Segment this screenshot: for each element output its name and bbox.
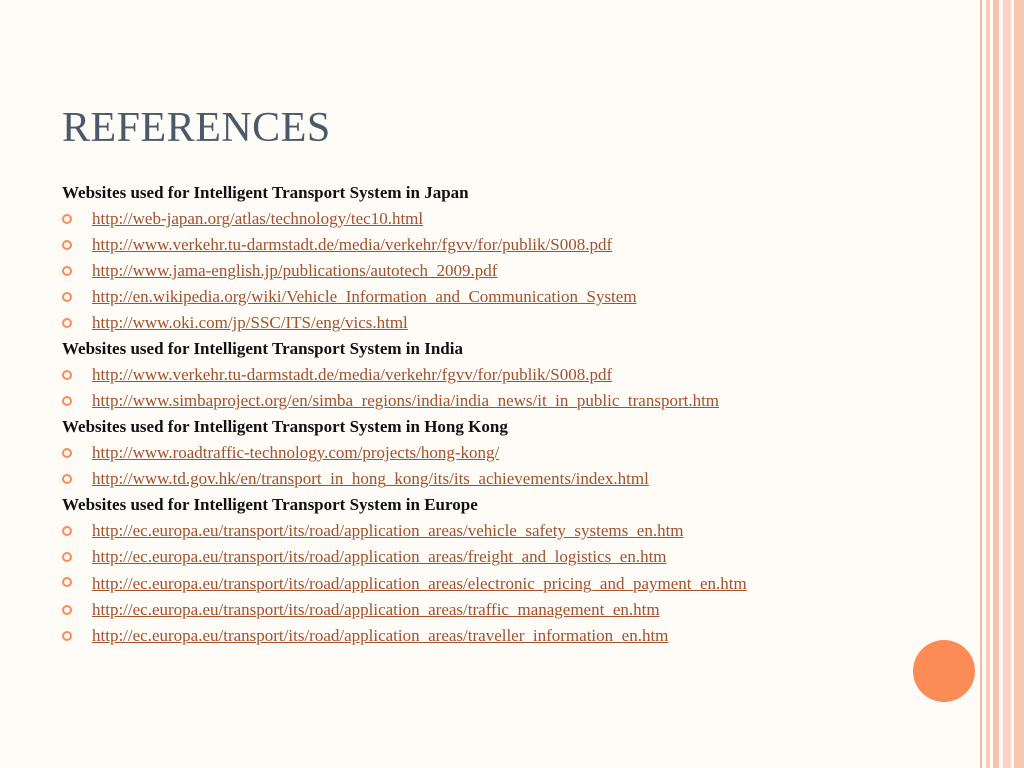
bullet-icon xyxy=(62,552,72,562)
reference-link[interactable]: http://www.simbaproject.org/en/simba_regions/india/india_news/it_in_public_transport.htm xyxy=(92,391,720,410)
list-item xyxy=(62,440,892,466)
reference-link[interactable]: http://web-japan.org/atlas/technology/tec10.html xyxy=(92,209,424,228)
reference-link[interactable]: http://ec.europa.eu/transport/its/road/application_areas/electronic_pricing_and_payment_en.htm xyxy=(92,574,747,593)
list-item xyxy=(62,570,892,597)
reference-link[interactable]: http://ec.europa.eu/transport/its/road/application_areas/traffic_management_en.htm xyxy=(92,600,660,619)
list-item xyxy=(62,310,892,336)
decorative-stripe xyxy=(1014,0,1024,768)
list-item xyxy=(62,284,892,310)
bullet-icon xyxy=(62,370,72,380)
section-heading-europe: Websites used for Intelligent Transport System in Europe xyxy=(62,495,478,514)
link-list-hong-kong xyxy=(62,440,892,492)
reference-link[interactable]: http://ec.europa.eu/transport/its/road/application_areas/freight_and_logistics_en.htm xyxy=(92,547,667,566)
bullet-icon xyxy=(62,577,72,587)
section-heading-hong-kong: Websites used for Intelligent Transport System in Hong Kong xyxy=(62,417,508,436)
bullet-icon xyxy=(62,474,72,484)
reference-link[interactable]: http://www.verkehr.tu-darmstadt.de/media/verkehr/fgvv/for/publik/S008.pdf xyxy=(92,235,613,254)
list-item xyxy=(62,518,892,544)
list-item xyxy=(62,597,892,623)
section-heading-india: Websites used for Intelligent Transport System in India xyxy=(62,339,463,358)
decorative-stripe xyxy=(993,0,999,768)
list-item xyxy=(62,466,892,492)
decorative-stripe xyxy=(980,0,982,768)
slide-title: REFERENCES xyxy=(62,105,331,151)
link-list-india xyxy=(62,362,892,414)
list-item xyxy=(62,623,892,649)
link-list-japan xyxy=(62,206,892,336)
list-item xyxy=(62,362,892,388)
reference-link[interactable]: http://www.roadtraffic-technology.com/projects/hong-kong/ xyxy=(92,443,500,462)
link-list-europe xyxy=(62,518,892,649)
bullet-icon xyxy=(62,631,72,641)
bullet-icon xyxy=(62,214,72,224)
bullet-icon xyxy=(62,318,72,328)
section-heading-japan: Websites used for Intelligent Transport System in Japan xyxy=(62,183,469,202)
list-item xyxy=(62,232,892,258)
reference-link[interactable]: http://en.wikipedia.org/wiki/Vehicle_Information_and_Communication_System xyxy=(92,287,637,306)
bullet-icon xyxy=(62,526,72,536)
bullet-icon xyxy=(62,292,72,302)
reference-link[interactable]: http://www.td.gov.hk/en/transport_in_hong_kong/its/its_achievements/index.html xyxy=(92,469,649,488)
decorative-circle xyxy=(913,640,975,702)
reference-link[interactable]: http://www.oki.com/jp/SSC/ITS/eng/vics.html xyxy=(92,313,408,332)
list-item xyxy=(62,388,892,414)
decorative-stripe xyxy=(986,0,990,768)
references-content xyxy=(62,180,892,649)
bullet-icon xyxy=(62,240,72,250)
list-item xyxy=(62,206,892,232)
reference-link[interactable]: http://www.jama-english.jp/publications/autotech_2009.pdf xyxy=(92,261,498,280)
reference-link[interactable]: http://ec.europa.eu/transport/its/road/application_areas/traveller_information_en.htm xyxy=(92,626,669,645)
list-item xyxy=(62,258,892,284)
list-item xyxy=(62,544,892,570)
bullet-icon xyxy=(62,266,72,276)
bullet-icon xyxy=(62,605,72,615)
bullet-icon xyxy=(62,448,72,458)
bullet-icon xyxy=(62,396,72,406)
reference-link[interactable]: http://ec.europa.eu/transport/its/road/application_areas/vehicle_safety_systems_en.htm xyxy=(92,521,684,540)
decorative-stripe xyxy=(1003,0,1011,768)
reference-link[interactable]: http://www.verkehr.tu-darmstadt.de/media/verkehr/fgvv/for/publik/S008.pdf xyxy=(92,365,613,384)
